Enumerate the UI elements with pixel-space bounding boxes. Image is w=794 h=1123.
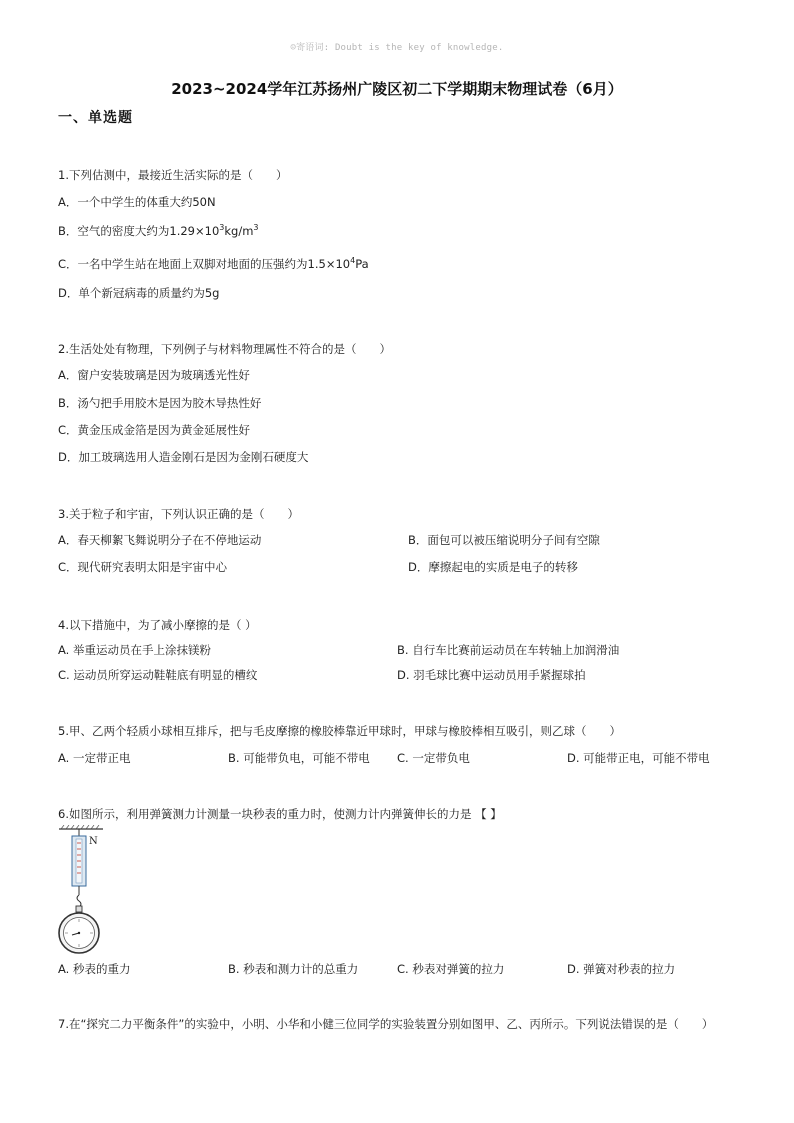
exponent: 3 (253, 223, 259, 233)
option-b: B．面包可以被压缩说明分子间有空隙 (408, 533, 600, 547)
question-stem: 2.生活处处有物理，下列例子与材料物理属性不符合的是（ ） (58, 342, 391, 356)
option-a: A. 一定带正电 (58, 751, 131, 765)
option-d: D. 羽毛球比赛中运动员用手紧握球拍 (397, 668, 586, 682)
option-c: C. 秒表对弹簧的拉力 (397, 962, 505, 976)
option-b: B．汤勺把手用胶木是因为胶木导热性好 (58, 396, 262, 410)
option-c: C．黄金压成金箔是因为黄金延展性好 (58, 423, 251, 437)
exponent: 4 (350, 256, 356, 266)
question-stem: 3.关于粒子和宇宙，下列认识正确的是（ ） (58, 507, 299, 521)
option-a: A．春天柳絮飞舞说明分子在不停地运动 (58, 533, 262, 547)
option-a: A．窗户安装玻璃是因为玻璃透光性好 (58, 368, 250, 382)
option-b: B. 自行车比赛前运动员在车转轴上加润滑油 (397, 643, 620, 657)
option-a: A．一个中学生的体重大约50N (58, 195, 216, 209)
newton-unit-label: N (89, 836, 98, 847)
question-stem: 5.甲、乙两个轻质小球相互排斥，把与毛皮摩擦的橡胶棒靠近甲球时，甲球与橡胶棒相互吸引，则乙球（ ） (58, 724, 621, 738)
question-stem: 7.在“探究二力平衡条件”的实验中，小明、小华和小健三位同学的实验装置分别如图甲、乙、丙所示。下列说法错误的是（ ） (58, 1017, 714, 1031)
option-c-unit: Pa (355, 257, 369, 271)
option-c-text: C．一名中学生站在地面上双脚对地面的压强约为1.5×10 (58, 257, 351, 271)
page-title: 2023~2024学年江苏扬州广陵区初二下学期期末物理试卷（6月） (171, 80, 623, 98)
watermark: ☺寄语词: Doubt is the key of knowledge. (290, 43, 504, 53)
section-heading: 一、单选题 (58, 110, 133, 126)
question-stem: 4.以下措施中，为了减小摩擦的是（ ） (58, 618, 257, 632)
option-c (58, 256, 369, 271)
option-b: B. 秒表和测力计的总重力 (228, 962, 359, 976)
option-d: D．摩擦起电的实质是电子的转移 (408, 560, 578, 574)
option-d: D．单个新冠病毒的质量约为5g (58, 286, 220, 300)
option-b: B. 可能带负电，可能不带电 (228, 751, 370, 765)
option-a: A. 举重运动员在手上涂抹镁粉 (58, 643, 211, 657)
exponent: 3 (219, 223, 225, 233)
question-stem: 6.如图所示，利用弹簧测力计测量一块秒表的重力时，使测力计内弹簧伸长的力是 【 】 (58, 807, 502, 821)
question-stem: 1.下列估测中，最接近生活实际的是（ ） (58, 168, 288, 182)
option-c: C．现代研究表明太阳是宇宙中心 (58, 560, 228, 574)
option-d: D．加工玻璃选用人造金刚石是因为金刚石硬度大 (58, 450, 309, 464)
option-c: C. 一定带负电 (397, 751, 470, 765)
option-c: C. 运动员所穿运动鞋鞋底有明显的槽纹 (58, 668, 258, 682)
option-a: A. 秒表的重力 (58, 962, 131, 976)
option-b (58, 223, 259, 238)
spring-scale-figure (58, 825, 108, 960)
option-b-unit: kg/m (224, 224, 254, 238)
option-d: D. 可能带正电，可能不带电 (567, 751, 710, 765)
option-b-text: B．空气的密度大约为1.29×10 (58, 224, 220, 238)
option-d: D. 弹簧对秒表的拉力 (567, 962, 676, 976)
